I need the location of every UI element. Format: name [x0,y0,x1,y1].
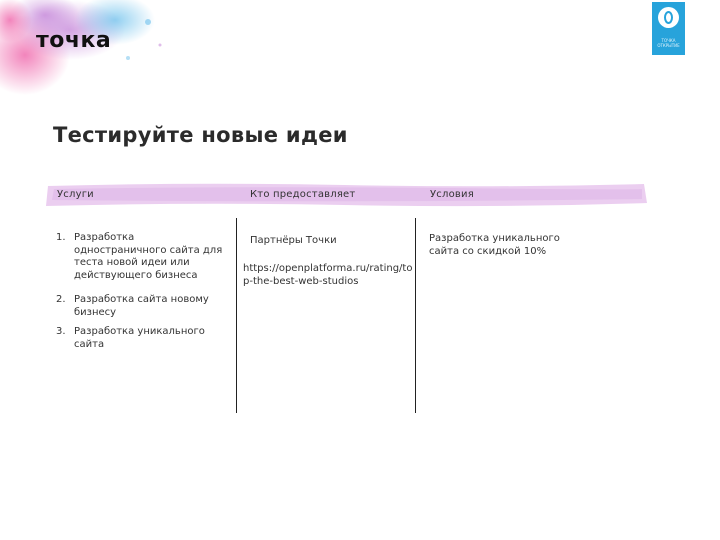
watercolor-splash [0,0,200,110]
provider-name: Партнёры Точки [250,235,337,246]
column-header-conditions: Условия [430,189,474,200]
column-divider [415,218,416,413]
page-title: Тестируйте новые идеи [53,123,348,147]
logo-caption: ТОЧКА ОТКРЫТИЕ [657,38,680,48]
provider-link[interactable]: https://openplatforma.ru/rating/top-the-best-web-studios [243,263,413,287]
column-divider [236,218,237,413]
tochka-logo-icon [652,2,685,55]
conditions-text: Разработка уникального сайта со скидкой 10% [429,233,560,257]
column-header-provider: Кто предоставляет [250,189,356,200]
brand-wordmark: точка [36,28,112,53]
column-header-services: Услуги [57,189,94,200]
